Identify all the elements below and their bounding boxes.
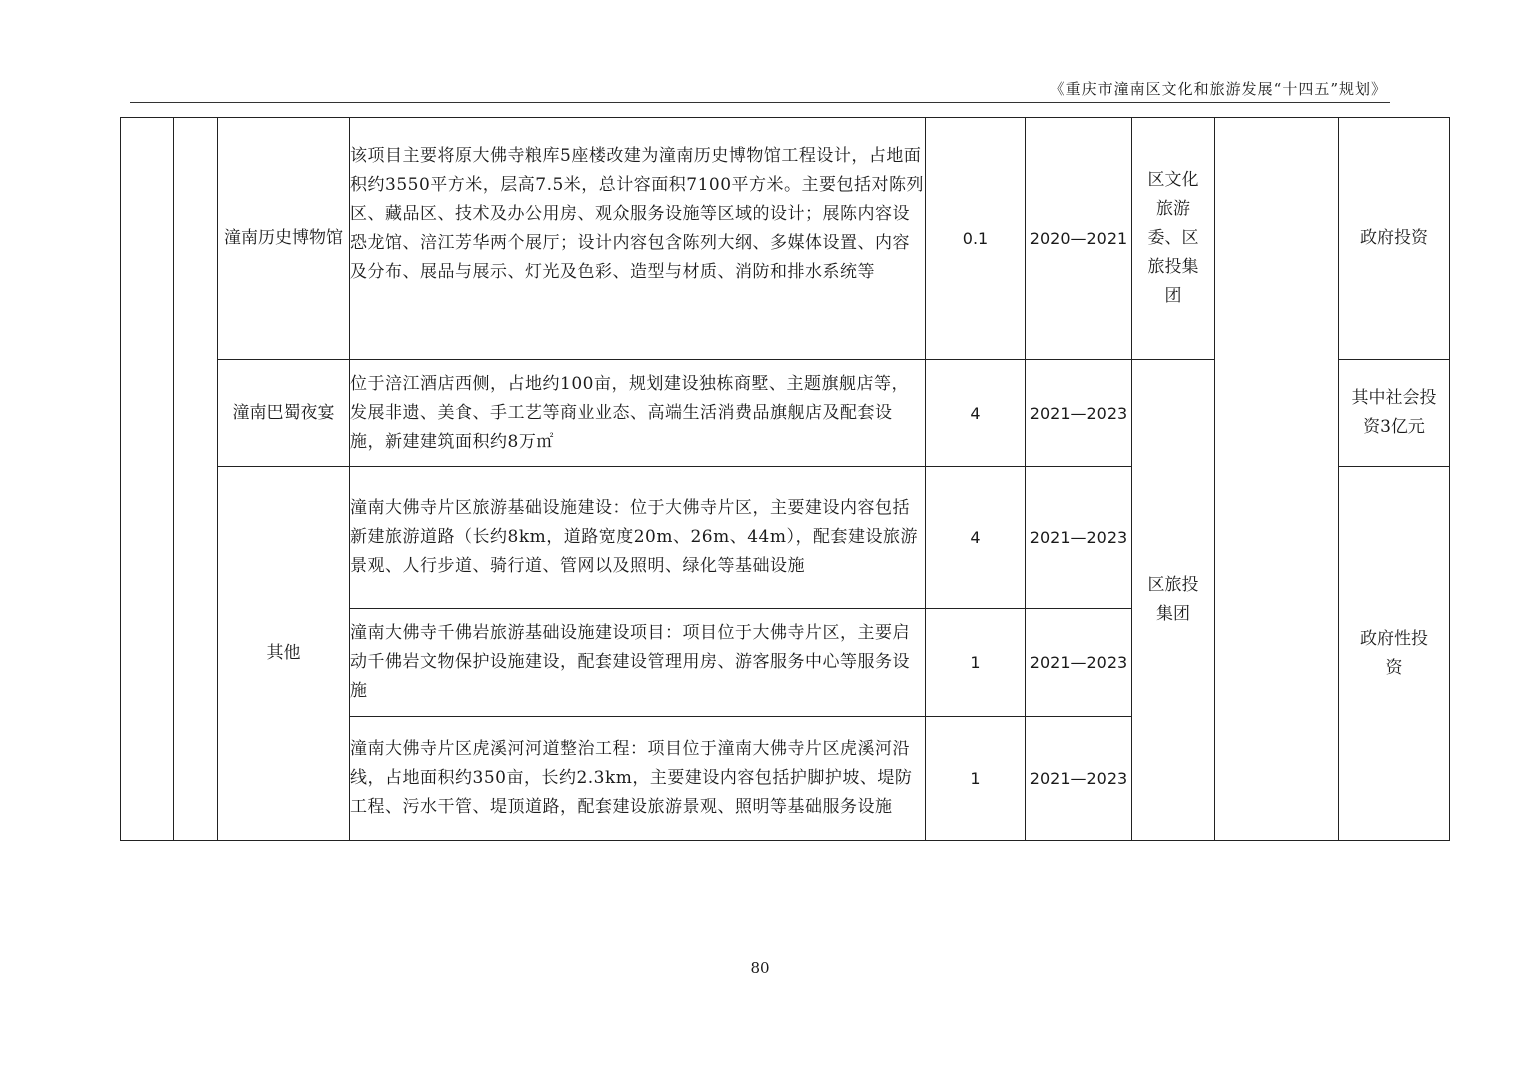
project-table	[120, 117, 1450, 841]
investment-cell: 0.1	[926, 118, 1026, 360]
table-row	[121, 118, 1450, 360]
project-description-cell: 潼南大佛寺片区虎溪河河道整治工程：项目位于潼南大佛寺片区虎溪河沿线，占地面积约350亩，长约2.3km，主要建设内容包括护脚护坡、堤防工程、污水干管、堤顶道路，配套建设旅游景观、照明等基础服务设施	[350, 717, 926, 841]
project-description-cell: 潼南大佛寺片区旅游基础设施建设：位于大佛寺片区，主要建设内容包括新建旅游道路（长约8km，道路宽度20m、26m、44m），配套建设旅游景观、人行步道、骑行道、管网以及照明、绿化等基础设施	[350, 467, 926, 609]
blank-column-cell	[1215, 118, 1339, 841]
investment-cell: 4	[926, 360, 1026, 467]
investment-cell: 1	[926, 717, 1026, 841]
project-description-cell: 潼南大佛寺千佛岩旅游基础设施建设项目：项目位于大佛寺片区，主要启动千佛岩文物保护设施建设，配套建设管理用房、游客服务中心等服务设施	[350, 609, 926, 717]
owner-merged-cell: 区旅投集团	[1132, 360, 1215, 841]
note-merged-cell: 政府性投资	[1339, 467, 1450, 841]
project-description-cell: 该项目主要将原大佛寺粮库5座楼改建为潼南历史博物馆工程设计，占地面积约3550平方米，层高7.5米，总计容面积7100平方米。主要包括对陈列区、藏品区、技术及办公用房、观众服务设施等区域的设计；展陈内容设恐龙馆、涪江芳华两个展厅；设计内容包含陈列大纲、多媒体设置、内容及分布、展品与展示、灯光及色彩、造型与材质、消防和排水系统等	[350, 118, 926, 360]
period-cell: 2021—2023	[1026, 717, 1132, 841]
period-cell: 2021—2023	[1026, 609, 1132, 717]
category-cell	[121, 118, 174, 841]
owner-cell: 区文化旅游委、区旅投集团	[1132, 118, 1215, 360]
period-cell: 2021—2023	[1026, 467, 1132, 609]
note-cell: 政府投资	[1339, 118, 1450, 360]
note-cell: 其中社会投资3亿元	[1339, 360, 1450, 467]
project-name-cell: 潼南历史博物馆	[218, 118, 350, 360]
project-description-cell: 位于涪江酒店西侧，占地约100亩，规划建设独栋商墅、主题旗舰店等，发展非遗、美食、手工艺等商业业态、高端生活消费品旗舰店及配套设施，新建建筑面积约8万㎡	[350, 360, 926, 467]
project-name-cell: 潼南巴蜀夜宴	[218, 360, 350, 467]
subcategory-cell	[174, 118, 218, 841]
header-divider	[130, 102, 1390, 103]
investment-cell: 4	[926, 467, 1026, 609]
period-cell: 2020—2021	[1026, 118, 1132, 360]
project-name-cell: 其他	[218, 467, 350, 841]
document-header-title: 《重庆市潼南区文化和旅游发展“十四五”规划》	[1049, 80, 1387, 98]
period-cell: 2021—2023	[1026, 360, 1132, 467]
investment-cell: 1	[926, 609, 1026, 717]
page-number: 80	[750, 959, 770, 977]
